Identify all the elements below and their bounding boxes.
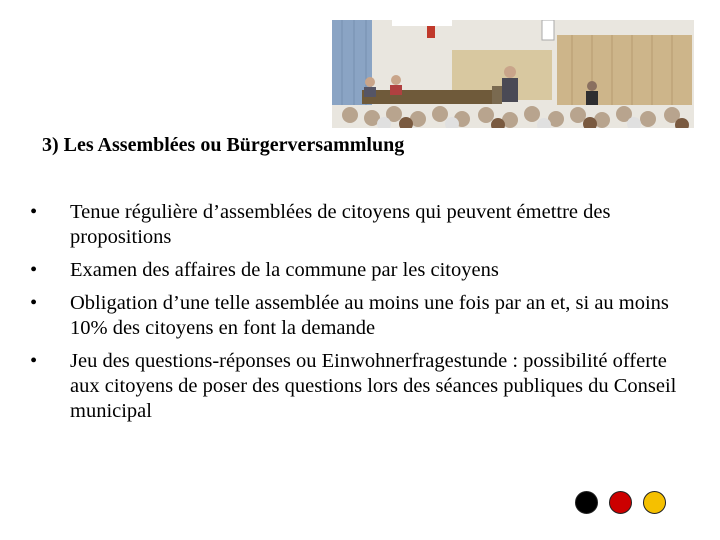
bullet-list: [30, 200, 690, 432]
bullet-glyph: •: [30, 201, 38, 223]
bullet-glyph: •: [30, 292, 38, 314]
red-circle: [609, 491, 632, 514]
list-item: [30, 291, 690, 341]
bullet-text: Tenue régulière d’assemblées de citoyens qui peuvent émettre des propositions: [70, 201, 611, 248]
gold-circle: [643, 491, 666, 514]
assembly-photo: [332, 20, 694, 128]
list-item: [30, 349, 690, 424]
bullet-glyph: •: [30, 350, 38, 372]
slide-title: 3) Les Assemblées ou Bürgerversammlung: [42, 134, 405, 156]
bullet-glyph: •: [30, 259, 38, 281]
color-circles: [575, 491, 671, 515]
list-item: [30, 258, 690, 283]
black-circle: [575, 491, 598, 514]
list-item: [30, 200, 690, 250]
bullet-text: Examen des affaires de la commune par les citoyens: [70, 259, 499, 281]
bullet-text: Obligation d’une telle assemblée au moins une fois par an et, si au moins 10% des citoyens en font la demande: [70, 292, 669, 339]
bullet-text: Jeu des questions-réponses ou Einwohnerfragestunde : possibilité offerte aux citoyens de poser des questions lors des séances publiques du Conseil municipal: [70, 350, 677, 422]
